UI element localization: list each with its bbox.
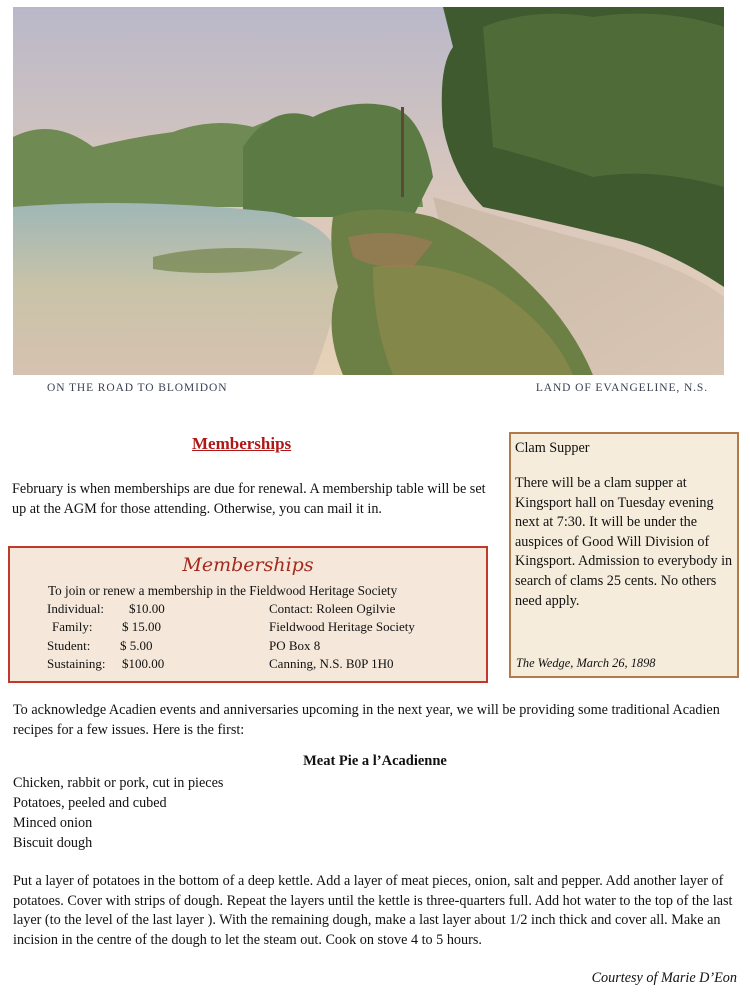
clam-supper-box <box>509 432 739 678</box>
membership-box-title: Memberships <box>182 554 314 576</box>
clam-supper-source: The Wedge, March 26, 1898 <box>516 656 656 670</box>
recipes-intro: To acknowledge Acadien events and anniversaries upcoming in the next year, we will be providing some traditional Acadien recipes for a few issues. Here is the first: <box>13 702 720 738</box>
rate-label: Individual: <box>47 601 105 616</box>
photo-caption-left: ON THE ROAD TO BLOMIDON <box>47 382 228 394</box>
ingredient-item: Potatoes, peeled and cubed <box>13 795 167 811</box>
rate-price: $100.00 <box>122 656 165 671</box>
contact-line: PO Box 8 <box>269 638 321 653</box>
postcard-photo <box>13 7 724 375</box>
rate-label: Sustaining: <box>47 656 106 671</box>
rate-price: $ 5.00 <box>120 638 153 653</box>
clam-supper-body: There will be a clam supper at Kingsport hall on Tuesday evening next at 7:30. It will be under the auspices of Good Will Division of Kingsport. Admission to everybody in search of clams 25 cents. No others need apply. <box>515 475 733 609</box>
rate-label: Student: <box>47 638 91 653</box>
memberships-intro: February is when memberships are due for renewal. A membership table will be set up at the AGM for those attending. Otherwise, you can mail it in. <box>12 481 486 517</box>
membership-box <box>8 546 488 683</box>
photo-caption-right: LAND OF EVANGELINE, N.S. <box>535 382 708 394</box>
contact-line: Fieldwood Heritage Society <box>269 619 415 634</box>
rate-label: Family: <box>52 619 93 634</box>
contact-line: Contact: Roleen Ogilvie <box>269 601 396 616</box>
recipe-method: Put a layer of potatoes in the bottom of a deep kettle. Add a layer of meat pieces, onion, salt and pepper. Add another layer of potatoes. Cover with strips of dough. Repeat the layers until the kettle is three-quarters full. Add hot water to the top of the last layer (to the level of the last layer ). With the remaining dough, make a last layer about 1/2 inch thick and cover all. Make an incision in the centre of the dough to let the steam out. Cook on stove 4 to 5 hours. <box>13 873 733 948</box>
ingredient-item: Biscuit dough <box>13 835 93 851</box>
contact-line: Canning, N.S. B0P 1H0 <box>269 656 394 671</box>
rate-price: $ 15.00 <box>122 619 161 634</box>
ingredient-item: Chicken, rabbit or pork, cut in pieces <box>13 775 224 791</box>
membership-box-line: To join or renew a membership in the Fieldwood Heritage Society <box>48 583 398 598</box>
clam-supper-title: Clam Supper <box>515 440 590 456</box>
recipe-title: Meat Pie a l’Acadienne <box>303 753 447 769</box>
ingredient-list <box>13 773 223 853</box>
ingredient-item: Minced onion <box>13 815 93 831</box>
memberships-heading: Memberships <box>192 434 292 453</box>
rate-price: $10.00 <box>129 601 165 616</box>
recipe-courtesy: Courtesy of Marie D’Eon <box>591 970 737 986</box>
